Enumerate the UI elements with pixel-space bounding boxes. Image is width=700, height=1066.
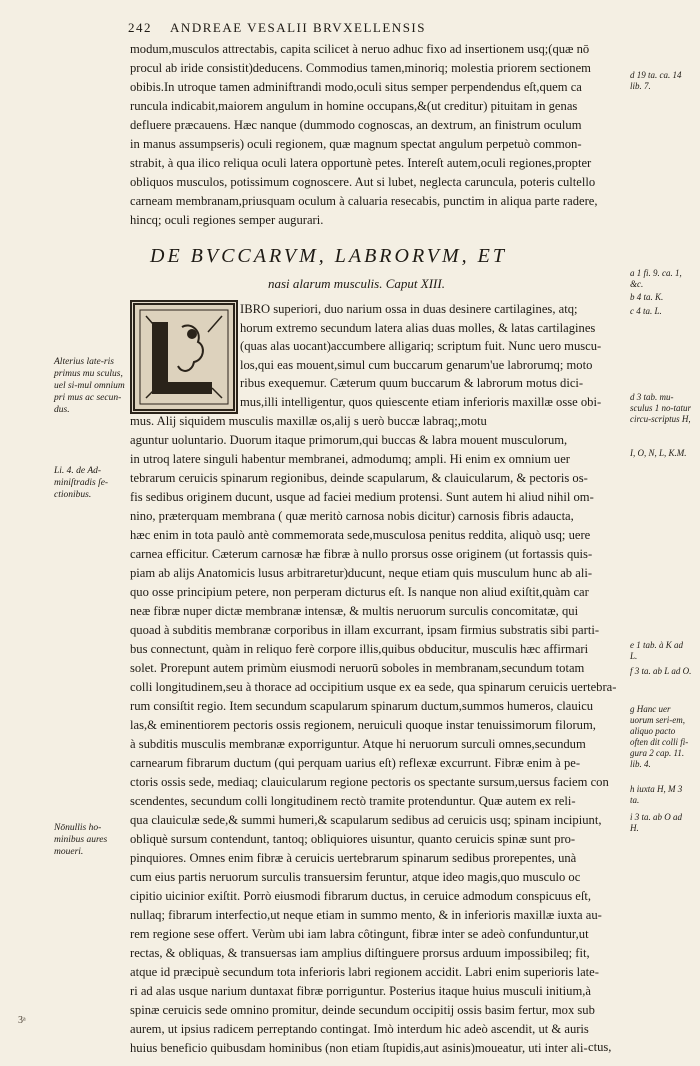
margin-note-left: Alterius late-ris primus mu sculus, uel si-mul omnium pri mus ac secun-dus. xyxy=(54,357,125,415)
text-line: spinæ ceruicis sede omnino promitur, deinde secundum occipitij ossis basim fertur, mox sub xyxy=(130,1003,595,1017)
text-line: obliquè sursum contendunt, tantoq; obliquiores uisuntur, quanto ceruicis spinæ sunt pro- xyxy=(130,832,576,846)
text-line: à subditis musculis membranæ exporriguntur. Atque hi neruorum surculi omnes,secundum xyxy=(130,737,586,751)
margin-note-right: b 4 ta. K. xyxy=(630,292,664,302)
text-line: qua clauiculæ sede,& summi humeri,& scapularum sedibus ad ceruicis usq; spinam incipiunt, xyxy=(130,813,602,827)
text-line: aurem, ut ipsius radicem perreptando contingat. Imò interdum hic adeò ascendit, ut & auris xyxy=(130,1022,589,1036)
text-line: tebrarum ceruicis spinarum regionibus, deinde scapularum, & clauicularum, & pectoris os- xyxy=(130,471,588,485)
text-line: runcula indicabit,maiorem angulum in homine occupans,&(ut creditur) pituitam in genas xyxy=(130,99,578,113)
running-title: ANDREAE VESALII BRVXELLENSIS xyxy=(170,20,426,35)
text-line: strabit, à qua ilico reliqua oculi latera opportunè petes. Intereſt autem,oculi regiones,propter xyxy=(130,156,592,170)
margin-note-right: e 1 tab. à K ad L. xyxy=(630,640,683,661)
margin-mark: 3ᵃ xyxy=(18,1015,26,1026)
margin-note-left: Nōnullis ho-minibus aures moueri. xyxy=(54,823,108,857)
text-line: carneam membranam,priusquam oculum à caluaria resecabis, punctim in aliqua parte radere, xyxy=(130,194,598,208)
text-line: in utroq latere singuli habentur membranei, admodumq; ampli. Hi enim ex omnium uer xyxy=(130,452,570,466)
text-line: mus,illi intelligentur, quos quiescente etiam inferioris maxillæ osse obi- xyxy=(240,394,602,409)
margin-note-right: f 3 ta. ab L ad O. xyxy=(630,666,692,676)
text-line: cipitio uicinior exiſtit. Porrò eiusmodi fibrarum ductus, in ceruice admodum conspicuus eſt, xyxy=(130,889,591,903)
text-line: quo osse principium petere, non perperam dicturus eſt. Is nanque non aliud exiſtit,quàm car xyxy=(130,585,589,599)
text-line: fis sedibus originem ducunt, usque ad faciei medium protensi. Sunt autem hi aliud nihil om- xyxy=(130,490,594,504)
text-line: solet. Prorepunt autem primùm eiusmodi neruorū soboles in membranam,secundum totam xyxy=(130,661,585,675)
chapter-subtitle: nasi alarum musculis. Caput XIII. xyxy=(268,276,445,291)
text-line: ctoris ossis sede, mediaq; clauicularum regione pectoris os spectante sursum,uersus faciem con xyxy=(130,775,609,789)
text-line: hincq; oculi regiones semper augurari. xyxy=(130,213,324,227)
catchword: ctus, xyxy=(588,1040,612,1054)
woodcut-initial-icon xyxy=(132,302,236,412)
text-line: cum eius partis neruorum surculis transuersim feruntur, atque ideo magis,quo musculo oc xyxy=(130,870,581,884)
text-block-main xyxy=(130,412,620,1058)
margin-note-right: a 1 fi. 9. ca. 1, &c. xyxy=(630,268,682,289)
text-line: neæ fibræ nuper dictæ membranæ intensæ, & multis neruorum surculis concomitatæ, qui xyxy=(130,604,579,618)
margin-note-right: d 3 tab. mu-sculus 1 no-tatur circu-scriptus H, xyxy=(630,392,692,424)
text-line: atque id præcipuè secundum tota inferioris labri regionem accidit. Labri enim superioris late- xyxy=(130,965,599,979)
text-line: scendentes, secundum colli longitudinem rectò tramite protenduntur. Quæ autem ex reli- xyxy=(130,794,576,808)
margin-note-right: i 3 ta. ab O ad H. xyxy=(630,812,683,833)
text-line: modum,musculos attrectabis, capita scilicet à neruo adhuc fixo ad insertionem usq;(quæ nō xyxy=(130,42,590,56)
text-line: horum extremo secundum latera alias duas molles, & latas cartilagines xyxy=(240,320,596,335)
text-line: obliquos musculos, potissimum cognoscere. Aut si lubet, neglecta caruncula, poteris cultello xyxy=(130,175,596,189)
margin-note-right: I, O, N, L, K.M. xyxy=(630,448,687,458)
margin-note-left: Li. 4. de Ad-miniſtradis ſe-ctionibus. xyxy=(54,466,109,500)
decorated-initial xyxy=(130,300,238,414)
text-line: defluere præcauens. Hæc nanque (dummodo cognoscas, an dextrum, an finistrum oculum xyxy=(130,118,582,132)
page-number: 242 xyxy=(128,20,152,35)
text-line: obibis.In utroque tamen adminiftrandi modo,oculi situs semper perpendendus eſt,quem ca xyxy=(130,80,582,94)
text-line: piam ab alijs Anatomicis lusus arbitraretur)ducunt, neque etiam quis musculum hunc ab ali- xyxy=(130,566,593,580)
text-line: rectas, & obliquas, & transuersas iam amplius diſtinguere prorsus arduum impossibileq; fit, xyxy=(130,946,590,960)
text-line: aguntur uoluntario. Duorum itaque primorum,qui buccas & labra mouent musculorum, xyxy=(130,433,568,447)
text-line: in manus assumpseris) oculi regionem, quæ magnum spectat angulum perpetuò common- xyxy=(130,137,582,151)
text-line: ribus exequemur. Cæterum quum buccarum & labrorum motus dici- xyxy=(240,376,584,390)
text-line: ri ad alas usque narium duntaxat fibræ porriguntur. Posterius itaque huius musculi initium,à xyxy=(130,984,591,998)
margin-note-right: h iuxta H, M 3 ta. xyxy=(630,784,683,805)
initial-paragraph xyxy=(240,300,624,411)
text-line: rem regione sese offert. Verùm ubi iam labra côtingunt, fibræ inter se adeò confunduntur,ut xyxy=(130,927,589,941)
text-line: (quas alas uocant)accumbere alligariq; scriptum fuit. Nunc uero muscu- xyxy=(240,339,602,353)
chapter-title: DE BVCCARVM, LABRORVM, ET xyxy=(150,245,508,267)
chapter-opening xyxy=(130,300,622,430)
text-line: huius beneficio quibusdam hominibus (non etiam ſtupidis,aut asinis)moueatur, uti inter ali- xyxy=(130,1041,588,1055)
text-line: rum consiſtit regio. Item secundum scapularum spinarum ductum,summos humeros, clauicu xyxy=(130,699,594,713)
text-line: las,& eminentiorem pectoris ossis regionem, neruiculi quoque instar tenuissimorum filorum, xyxy=(130,718,596,732)
margin-note-right: c 4 ta. L. xyxy=(630,306,662,316)
text-line: procul ab iride consistit)deducens. Commodius tamen,minoriq; molestia priorem sectionem xyxy=(130,61,591,75)
text-line: quoad à subditis membranæ corporibus in illam excurrant, ipsam firmius substratis sibi parti- xyxy=(130,623,600,637)
margin-note-right: d 19 ta. ca. 14 lib. 7. xyxy=(630,70,682,91)
text-line: carnearum fibrarum ductum (qui perquam uarius eſt) reflexæ excurrunt. Fibræ enim à pe- xyxy=(130,756,581,770)
text-line: nullaq; fibrarum interfectio,ut neque etiam in summo mento, & in inferioris maxillæ iuxta au- xyxy=(130,908,602,922)
text-line: hæc enim in tota paulò antè commemorata sede,musculosa penitus reddita, aliquò usq; uere xyxy=(130,528,591,542)
text-line: bus connectunt, quàm in reliquo ferè corpore illis,quibus obducitur, musculis hæc affirmari xyxy=(130,642,589,656)
text-line: nino, præterquam membrana ( quæ meritò carnosa nobis dicitur) carnosis fibris adaucta, xyxy=(130,509,574,523)
running-header xyxy=(128,20,608,40)
text-line: colli longitudinem,seu à thorace ad occipitium usque ex ea sede, qua spinarum ceruicis uertebra- xyxy=(130,680,617,694)
text-block-top xyxy=(130,40,620,230)
text-line: pinquiores. Omnes enim fibræ à ceruicis uertebrarum spinarum sedibus prorepentes, unà xyxy=(130,851,577,865)
text-line: IBRO superiori, duo narium ossa in duas desinere cartilagines, atq; xyxy=(240,302,578,316)
text-line: carnea efficitur. Cæterum carnosæ hæ fibræ à nullo prorsus osse originem (ut fortassis quis- xyxy=(130,547,593,561)
text-line: mus. Alij siquidem musculis maxillæ os,alij s uerò buccæ labraq;,motu xyxy=(130,414,487,428)
text-line: los,qui eas mouent,simul cum buccarum genarum'ue labrorumq; moto xyxy=(240,357,593,372)
margin-note-right: g Hanc uer uorum seri-em, aliquo pacto often dit colli fi-gura 2 cap. 11. lib. 4. xyxy=(630,704,689,769)
